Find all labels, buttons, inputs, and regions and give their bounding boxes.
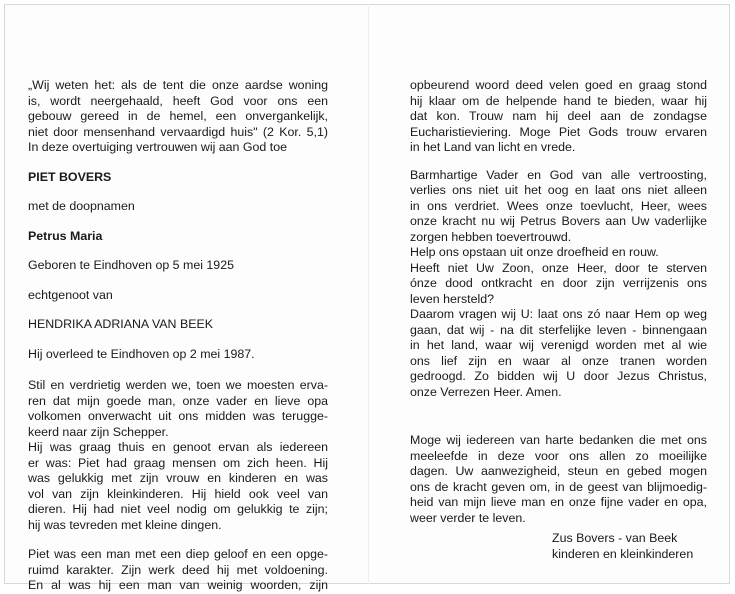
text-line: volkomen onverwacht uit ons midden was terugge- <box>28 409 328 423</box>
left-column <box>28 78 328 594</box>
prayer-line: Heeft niet Uw Zoon, onze Heer, door te sterven <box>410 260 707 275</box>
birth-line: Geboren te Eindhoven op 5 mei 1925 <box>28 258 234 272</box>
text-line: keerd naar zijn Schepper. <box>28 424 169 439</box>
text-line: Piet was een man met een diep geloof en een opge- <box>28 547 328 561</box>
text-line: ons de kracht geven om, in de geest van blijmoedig- <box>410 479 707 494</box>
text-line: meeleefde in deze voor ons allen zo moeilijke <box>410 448 707 463</box>
prayer-line: ons lief zijn en waar al onze tranen worden <box>410 353 707 368</box>
quote-line: In deze overtuiging vertrouwen wij aan God toe <box>28 140 287 154</box>
deceased-name: PIET BOVERS <box>28 169 112 184</box>
text-line: ruimd karakter. Zijn werk deed hij met voldoening. <box>28 562 328 577</box>
text-line: Eucharistieviering. Moge Piet Gods trouw ervaren <box>410 124 707 139</box>
prayer-line: leven hersteld? <box>410 291 495 306</box>
quote-line: gebouw gereed in de hemel, een onvergankelijk, <box>28 109 328 123</box>
prayer-line: onze Verrezen Heer. Amen. <box>410 384 562 399</box>
text-line: vol van zijn kleinkinderen. Hij hield ook veel van <box>28 486 328 501</box>
text-line: Hij was graag thuis en genoot ervan als iedereen <box>28 440 328 454</box>
quote-line: „Wij weten het: als de tent die onze aardse woning <box>28 78 328 92</box>
prayer-line: gaan, dat wij - na dit sterfelijke leven - binnengaan <box>410 322 707 337</box>
text-line: hij klaar om de helpende hand te bieden, waar hij <box>410 93 707 108</box>
quote-line: is, wordt neergehaald, heeft God voor ons een <box>28 93 328 108</box>
quote-line: niet door mensenhand vervaardigd huis" (2 Kor. 5,1) <box>28 124 328 139</box>
paragraph-home <box>28 440 328 533</box>
prayer-line: onze kracht nu wij Petrus Bovers aan Uw vaderlijke <box>410 214 707 228</box>
text-line: weer verder te leven. <box>410 510 526 525</box>
spouse-intro: echtgenoot van <box>28 287 113 302</box>
paragraph-helper <box>410 78 707 156</box>
text-line: En al was hij een man van weinig woorden, zijn <box>28 578 328 592</box>
signature <box>552 530 693 562</box>
text-line: opbeurend woord deed velen goed en graag stond <box>410 78 707 92</box>
prayer-line: in het land, waar wij verenigd worden met al wie <box>410 338 707 352</box>
text-line: Stil en verdrietig werden we, toen we moesten erva- <box>28 378 328 392</box>
fold-line <box>368 4 369 584</box>
text-line: dieren. Hij had niet veel nodig om gelukkig te zijn; <box>28 502 328 516</box>
bible-quote <box>28 78 328 156</box>
text-line: er was: Piet had graag mensen om zich heen. Hij <box>28 455 328 470</box>
text-line: hij was tevreden met kleine dingen. <box>28 517 222 532</box>
prayer-line: ónze dood ontkracht en door zijn verrijzenis ons <box>410 276 707 290</box>
text-line: dagen. Uw aanwezigheid, steun en gebed mogen <box>410 464 707 478</box>
right-column <box>410 78 707 400</box>
prayer-line: Barmhartige Vader en God van alle vertroosting, <box>410 167 707 182</box>
prayer-line: verlies ons niet uit het oog en laat ons niet alleen <box>410 183 707 197</box>
paragraph-faith <box>28 547 328 594</box>
death-line: Hij overleed te Eindhoven op 2 mei 1987. <box>28 346 255 361</box>
paragraph-sorrow <box>28 378 328 440</box>
signature-line: Zus Bovers - van Beek <box>552 531 678 545</box>
thanks-section <box>410 433 707 526</box>
prayer-line: zorgen hebben toevertrouwd. <box>410 229 572 244</box>
prayer-line: in ons verdriet. Wees onze toevlucht, Heer, wees <box>410 198 707 213</box>
text-line: was gelukkig met zijn vrouw en kinderen en was <box>28 471 328 485</box>
text-line: heid van mijn lieve man en onze fijne vader en opa, <box>410 495 707 509</box>
prayer <box>410 168 707 401</box>
spouse-name: HENDRIKA ADRIANA VAN BEEK <box>28 317 213 331</box>
baptism-intro: met de doopnamen <box>28 199 135 213</box>
prayer-line: Daarom vragen wij U: laat ons zó naar Hem op weg <box>410 307 707 321</box>
prayer-line: gedroogd. Zo bidden wij U door Jezus Christus, <box>410 369 707 383</box>
text-line: dat kon. Trouw nam hij deel aan de zondagse <box>410 109 707 123</box>
text-line: Moge wij iedereen van harte bedanken die met ons <box>410 433 707 447</box>
text-line: in het Land van licht en vrede. <box>410 140 576 154</box>
text-line: ren dat mijn goede man, onze vader en lieve opa <box>28 393 328 408</box>
prayer-line: Help ons opstaan uit onze droefheid en rouw. <box>410 245 659 259</box>
signature-line: kinderen en kleinkinderen <box>552 547 694 561</box>
baptism-names: Petrus Maria <box>28 228 103 243</box>
